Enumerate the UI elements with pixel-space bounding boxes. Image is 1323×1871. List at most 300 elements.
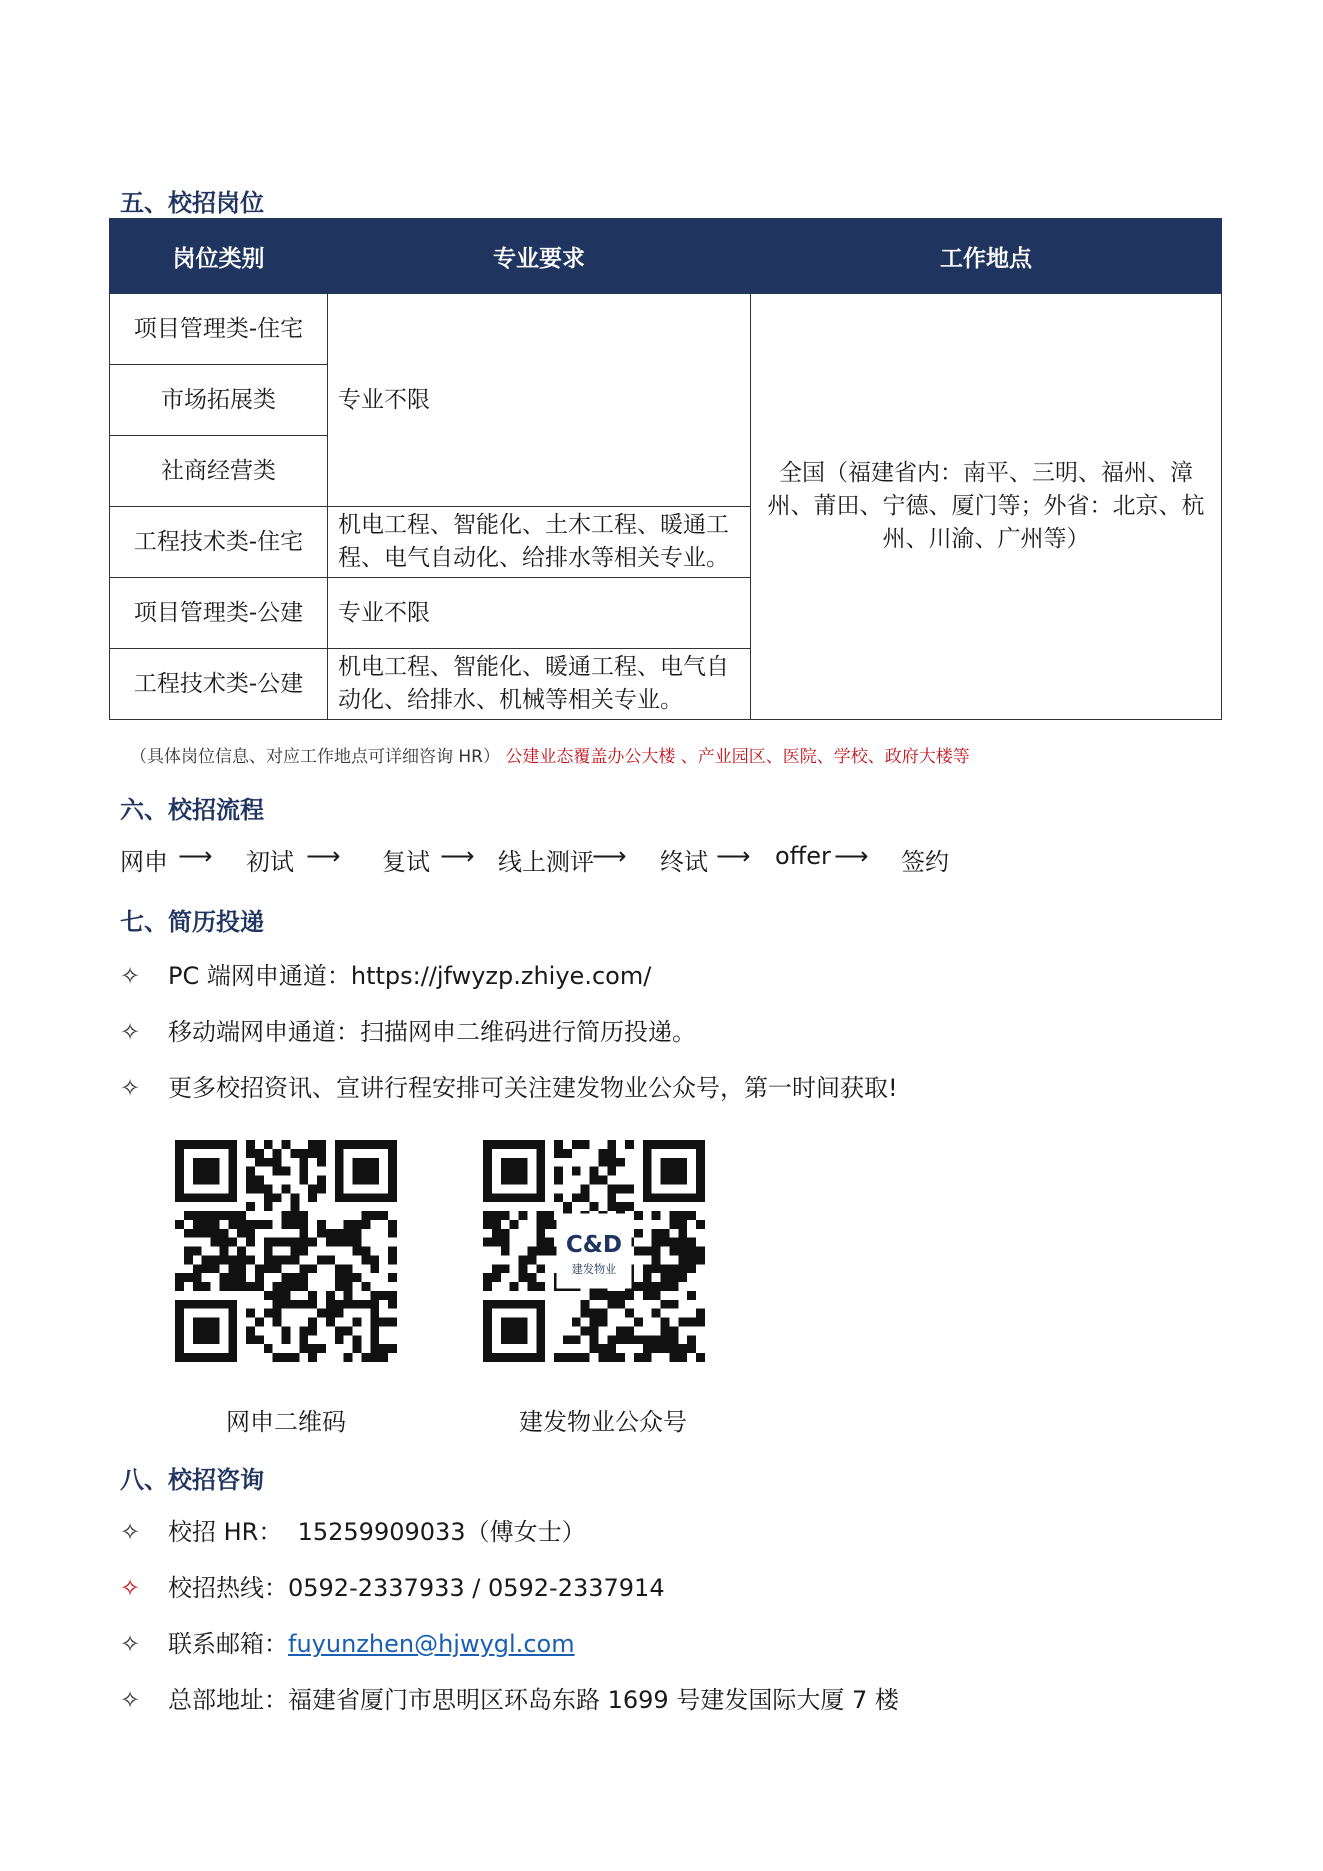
- qr-module: [326, 1291, 335, 1300]
- qr-module: [388, 1273, 397, 1282]
- qr-module: [607, 1158, 616, 1167]
- qr-module: [669, 1264, 678, 1273]
- qr-module: [282, 1273, 291, 1282]
- major-cell: 专业不限: [328, 294, 751, 507]
- bullet-address: [120, 1680, 899, 1715]
- qr-module: [687, 1255, 696, 1264]
- qr-module: [687, 1211, 696, 1220]
- qr-module: [299, 1220, 308, 1229]
- diamond-icon: ✧: [120, 1686, 141, 1714]
- qr-module: [308, 1353, 317, 1362]
- qr-module: [361, 1282, 370, 1291]
- qr-module: [492, 1211, 501, 1220]
- qr-module: [290, 1193, 299, 1202]
- qr-module: [625, 1291, 634, 1300]
- qr-module: [353, 1335, 362, 1344]
- qr-module: [388, 1255, 397, 1264]
- qr-module: [237, 1220, 246, 1229]
- qr-module: [317, 1220, 326, 1229]
- qr-module: [492, 1238, 501, 1247]
- qr-module: [652, 1264, 661, 1273]
- qr-module: [483, 1273, 492, 1282]
- qr-module: [264, 1158, 273, 1167]
- qr-module: [379, 1318, 388, 1327]
- qr-module: [175, 1273, 184, 1282]
- qr-module: [255, 1158, 264, 1167]
- qr-module: [193, 1211, 202, 1220]
- qr-module: [246, 1326, 255, 1335]
- qr-module: [237, 1264, 246, 1273]
- step-online-test: 线上测评: [498, 848, 594, 876]
- qr-module: [211, 1238, 220, 1247]
- qr-module: [527, 1247, 536, 1256]
- qr-module: [246, 1255, 255, 1264]
- qr-module: [282, 1255, 291, 1264]
- qr-module: [652, 1282, 661, 1291]
- qr-module: [519, 1273, 528, 1282]
- qr-module: [273, 1149, 282, 1158]
- qr-module: [246, 1220, 255, 1229]
- qr-module: [353, 1344, 362, 1353]
- qr-module: [255, 1335, 264, 1344]
- qr-module: [519, 1255, 528, 1264]
- qr-module: [669, 1300, 678, 1309]
- qr-module: [554, 1193, 563, 1202]
- qr-module: [299, 1273, 308, 1282]
- section-title-process: 六、校招流程: [120, 796, 264, 824]
- qr-module: [344, 1238, 353, 1247]
- qr-module: [335, 1300, 344, 1309]
- qr-module: [652, 1247, 661, 1256]
- qr-module: [510, 1282, 519, 1291]
- qr-module: [554, 1140, 563, 1149]
- qr-module: [273, 1238, 282, 1247]
- qr-module: [598, 1149, 607, 1158]
- qr-module: [625, 1326, 634, 1335]
- qr-module: [255, 1318, 264, 1327]
- bullet-follow-account: [120, 1068, 898, 1103]
- qr-module: [625, 1140, 634, 1149]
- qr-module: [344, 1353, 353, 1362]
- qr-module: [335, 1238, 344, 1247]
- qr-module: [273, 1158, 282, 1167]
- qr-module: [696, 1318, 705, 1327]
- qr-module: [545, 1238, 554, 1247]
- qr-module: [282, 1184, 291, 1193]
- qr-module: [590, 1309, 599, 1318]
- qr-module: [379, 1344, 388, 1353]
- qr-module: [501, 1247, 510, 1256]
- diamond-icon: ✧: [120, 1018, 141, 1046]
- qr-module: [353, 1229, 362, 1238]
- qr-module: [554, 1353, 563, 1362]
- category-cell: 工程技术类-住宅: [110, 507, 328, 578]
- major-cell: 专业不限: [328, 578, 751, 649]
- qr-module: [246, 1149, 255, 1158]
- qr-module: [228, 1220, 237, 1229]
- qr-module: [308, 1184, 317, 1193]
- qr-module: [510, 1220, 519, 1229]
- arrow-icon: ⟶: [306, 842, 341, 870]
- qr-module: [228, 1264, 237, 1273]
- qr-module: [193, 1247, 202, 1256]
- qr-module: [326, 1300, 335, 1309]
- major-cell: 机电工程、智能化、暖通工程、电气自动化、给排水、机械等相关专业。: [328, 649, 751, 720]
- qr-module: [299, 1211, 308, 1220]
- qr-module: [344, 1264, 353, 1273]
- qr-module: [678, 1211, 687, 1220]
- qr-module: [175, 1220, 184, 1229]
- qr-module: [264, 1220, 273, 1229]
- qr-module: [501, 1158, 528, 1185]
- qr-module: [661, 1238, 670, 1247]
- bullet-hr: [120, 1512, 586, 1547]
- qr-module: [370, 1255, 379, 1264]
- qr-module: [335, 1282, 344, 1291]
- qr-module: [290, 1282, 299, 1291]
- qr-module: [273, 1318, 282, 1327]
- qr-module: [344, 1291, 353, 1300]
- apply-qr-code-icon[interactable]: [175, 1140, 397, 1362]
- qr-module: [255, 1176, 264, 1185]
- qr-module: [625, 1202, 634, 1211]
- qr-module: [572, 1193, 581, 1202]
- category-cell: 项目管理类-住宅: [110, 294, 328, 365]
- qr-module: [299, 1238, 308, 1247]
- qr-module: [282, 1167, 291, 1176]
- qr-module: [536, 1220, 545, 1229]
- table-header-row: [110, 219, 1222, 294]
- arrow-icon: ⟶: [592, 842, 627, 870]
- qr-module: [273, 1193, 282, 1202]
- qr-module: [678, 1229, 687, 1238]
- qr-module: [492, 1220, 501, 1229]
- qr-module: [607, 1335, 616, 1344]
- qr-module: [669, 1273, 678, 1282]
- qr-module: [282, 1238, 291, 1247]
- qr-module: [246, 1335, 255, 1344]
- qr-module: [299, 1326, 308, 1335]
- qr-module: [264, 1247, 273, 1256]
- qr-module: [492, 1264, 501, 1273]
- qr-module: [678, 1344, 687, 1353]
- qr-module: [290, 1238, 299, 1247]
- qr-module: [299, 1176, 308, 1185]
- qr-module: [370, 1344, 379, 1353]
- qr-module: [290, 1211, 299, 1220]
- qr-module: [344, 1326, 353, 1335]
- qr-module: [273, 1264, 282, 1273]
- qr-module: [237, 1229, 246, 1238]
- qr-module: [370, 1326, 379, 1335]
- qr-module: [299, 1149, 308, 1158]
- qr-module: [661, 1282, 670, 1291]
- qr-module: [228, 1211, 237, 1220]
- arrow-icon: ⟶: [440, 842, 475, 870]
- qr-module: [264, 1238, 273, 1247]
- qr-module: [219, 1211, 228, 1220]
- qr-module: [696, 1247, 705, 1256]
- bullet-mobile-channel: [120, 1012, 696, 1047]
- step-apply: 网申: [120, 848, 168, 876]
- qr-module: [581, 1140, 590, 1149]
- qr-module: [255, 1220, 264, 1229]
- qr-module: [299, 1158, 308, 1167]
- qr-module: [388, 1247, 397, 1256]
- qr-module: [308, 1318, 317, 1327]
- qr-module: [184, 1247, 193, 1256]
- qr-module: [299, 1282, 308, 1291]
- qr-module: [661, 1326, 670, 1335]
- qr-module: [687, 1335, 696, 1344]
- qr-module: [219, 1282, 228, 1291]
- qr-module: [616, 1353, 625, 1362]
- qr-module: [607, 1149, 616, 1158]
- qr-module: [669, 1211, 678, 1220]
- qr-module: [353, 1158, 380, 1185]
- qr-module: [326, 1229, 335, 1238]
- qr-module: [501, 1318, 528, 1345]
- logo-icon: C&D: [565, 1231, 623, 1258]
- qr-module: [501, 1238, 510, 1247]
- qr-module: [246, 1282, 255, 1291]
- qr-module: [598, 1318, 607, 1327]
- qr-module: [344, 1229, 353, 1238]
- qr-module: [607, 1300, 616, 1309]
- qr-module: [652, 1291, 661, 1300]
- qr1-caption: 网申二维码: [226, 1408, 346, 1436]
- qr-module: [184, 1211, 193, 1220]
- qr-module: [607, 1344, 616, 1353]
- qr-module: [607, 1167, 616, 1176]
- qr-module: [282, 1211, 291, 1220]
- qr-module: [563, 1353, 572, 1362]
- qr-module: [299, 1247, 308, 1256]
- qr-module: [669, 1247, 678, 1256]
- qr-module: [344, 1273, 353, 1282]
- qr-module: [370, 1318, 379, 1327]
- qr-module: [326, 1309, 335, 1318]
- qr-module: [290, 1149, 299, 1158]
- qr-module: [696, 1220, 705, 1229]
- qr-module: [625, 1184, 634, 1193]
- qr-module: [598, 1291, 607, 1300]
- qr-module: [237, 1273, 246, 1282]
- qr-module: [616, 1326, 625, 1335]
- qr-module: [299, 1229, 308, 1238]
- qr-module: [678, 1318, 687, 1327]
- qr-module: [370, 1335, 379, 1344]
- qr-module: [264, 1309, 273, 1318]
- qr-module: [290, 1247, 299, 1256]
- positions-table: [109, 218, 1222, 720]
- qr-module: [634, 1335, 643, 1344]
- qr-module: [211, 1220, 220, 1229]
- qr-module: [228, 1238, 237, 1247]
- qr-module: [616, 1202, 625, 1211]
- note-text: （具体岗位信息、对应工作地点可详细咨询 HR）: [130, 747, 500, 767]
- qr-module: [335, 1335, 344, 1344]
- qr-module: [696, 1255, 705, 1264]
- qr-module: [598, 1344, 607, 1353]
- qr-module: [483, 1220, 492, 1229]
- qr-module: [661, 1273, 670, 1282]
- diamond-icon: ✧: [120, 962, 141, 990]
- qr-module: [598, 1176, 607, 1185]
- table-row: [110, 294, 1222, 365]
- qr-module: [255, 1264, 264, 1273]
- qr-module: [581, 1353, 590, 1362]
- qr-module: [634, 1318, 643, 1327]
- qr-module: [317, 1140, 326, 1149]
- qr-module: [308, 1140, 317, 1149]
- qr-module: [308, 1193, 317, 1202]
- qr-module: [572, 1335, 581, 1344]
- qr-module: [483, 1238, 492, 1247]
- qr-module: [643, 1353, 652, 1362]
- qr-module: [545, 1211, 554, 1220]
- qr-module: [335, 1273, 344, 1282]
- qr-module: [228, 1255, 237, 1264]
- qr-module: [246, 1229, 255, 1238]
- qr-module: [246, 1238, 255, 1247]
- qr-module: [335, 1264, 344, 1273]
- qr-module: [643, 1264, 652, 1273]
- qr-module: [572, 1353, 581, 1362]
- qr-module: [273, 1167, 282, 1176]
- qr-module: [264, 1193, 273, 1202]
- qr-module: [581, 1184, 590, 1193]
- qr-module: [326, 1318, 335, 1327]
- qr-module: [202, 1282, 211, 1291]
- qr-module: [264, 1264, 273, 1273]
- qr-module: [669, 1326, 678, 1335]
- qr-module: [536, 1238, 545, 1247]
- qr-module: [536, 1229, 545, 1238]
- qr-module: [299, 1335, 308, 1344]
- qr-module: [361, 1300, 370, 1309]
- qr-module: [299, 1344, 308, 1353]
- qr-module: [669, 1282, 678, 1291]
- qr-module: [388, 1220, 397, 1229]
- section-title-resume: 七、简历投递: [120, 908, 264, 936]
- qr-module: [290, 1220, 299, 1229]
- qr-module: [282, 1326, 291, 1335]
- qr-module: [501, 1264, 510, 1273]
- qr-module: [344, 1282, 353, 1291]
- qr-module: [669, 1344, 678, 1353]
- qr-module: [634, 1229, 643, 1238]
- qr-module: [202, 1264, 211, 1273]
- bullet-text: PC 端网申通道：https://jfwyzp.zhiye.com/: [168, 962, 652, 990]
- qr-module: [273, 1309, 282, 1318]
- qr-module: [652, 1238, 661, 1247]
- qr-module: [634, 1282, 643, 1291]
- qr-module: [652, 1344, 661, 1353]
- qr-module: [326, 1238, 335, 1247]
- qr-module: [335, 1309, 344, 1318]
- qr-module: [193, 1282, 202, 1291]
- qr-module: [308, 1344, 317, 1353]
- qr-module: [211, 1255, 220, 1264]
- qr-module: [246, 1309, 255, 1318]
- qr-module: [687, 1344, 696, 1353]
- qr-module: [264, 1140, 273, 1149]
- qr-module: [317, 1176, 326, 1185]
- qr-module: [361, 1211, 370, 1220]
- qr-module: [184, 1255, 193, 1264]
- qr-module: [219, 1273, 228, 1282]
- qr-module: [687, 1264, 696, 1273]
- qr-module: [379, 1353, 388, 1362]
- bullet-email: [120, 1624, 575, 1659]
- email-label: 联系邮箱：: [168, 1630, 288, 1658]
- qr-module: [634, 1247, 643, 1256]
- diamond-icon: ✧: [120, 1630, 141, 1658]
- qr-module: [563, 1149, 572, 1158]
- qr-module: [282, 1300, 291, 1309]
- qr-module: [193, 1229, 202, 1238]
- qr-module: [492, 1229, 501, 1238]
- email-link[interactable]: fuyunzhen@hjwygl.com: [288, 1630, 575, 1658]
- qr2-caption: 建发物业公众号: [519, 1408, 687, 1436]
- qr-module: [388, 1300, 397, 1309]
- qr-module: [282, 1220, 291, 1229]
- qr-module: [361, 1247, 370, 1256]
- qr-module: [219, 1229, 228, 1238]
- qr-module: [353, 1247, 362, 1256]
- qr-module: [246, 1140, 255, 1149]
- header-category: 岗位类别: [110, 219, 328, 294]
- diamond-icon: ✧: [120, 1074, 141, 1102]
- qr-module: [273, 1291, 282, 1300]
- qr-module: [527, 1255, 536, 1264]
- account-qr-code-icon[interactable]: [483, 1140, 705, 1362]
- category-cell: 项目管理类-公建: [110, 578, 328, 649]
- qr-module: [607, 1202, 616, 1211]
- qr-module: [273, 1282, 282, 1291]
- qr-module: [563, 1202, 572, 1211]
- qr-module: [661, 1344, 670, 1353]
- qr-module: [661, 1300, 670, 1309]
- qr-module: [634, 1353, 643, 1362]
- qr-module: [379, 1211, 388, 1220]
- qr-module: [536, 1247, 545, 1256]
- qr-module: [661, 1264, 670, 1273]
- qr-module: [193, 1158, 220, 1185]
- qr-module: [317, 1255, 326, 1264]
- qr-module: [687, 1238, 696, 1247]
- qr-module: [317, 1309, 326, 1318]
- qr-module: [661, 1158, 688, 1185]
- qr-module: [388, 1229, 397, 1238]
- qr-module: [264, 1344, 273, 1353]
- qr-module: [282, 1353, 291, 1362]
- qr-module: [344, 1300, 353, 1309]
- qr-module: [678, 1353, 687, 1362]
- qr-module: [652, 1229, 661, 1238]
- qr-module: [590, 1344, 599, 1353]
- qr-module: [590, 1335, 599, 1344]
- qr-module: [643, 1247, 652, 1256]
- qr-module: [687, 1291, 696, 1300]
- qr-module: [255, 1282, 264, 1291]
- qr-module: [282, 1140, 291, 1149]
- qr-module: [590, 1291, 599, 1300]
- qr-module: [527, 1282, 536, 1291]
- qr-module: [353, 1220, 362, 1229]
- qr-module: [290, 1255, 299, 1264]
